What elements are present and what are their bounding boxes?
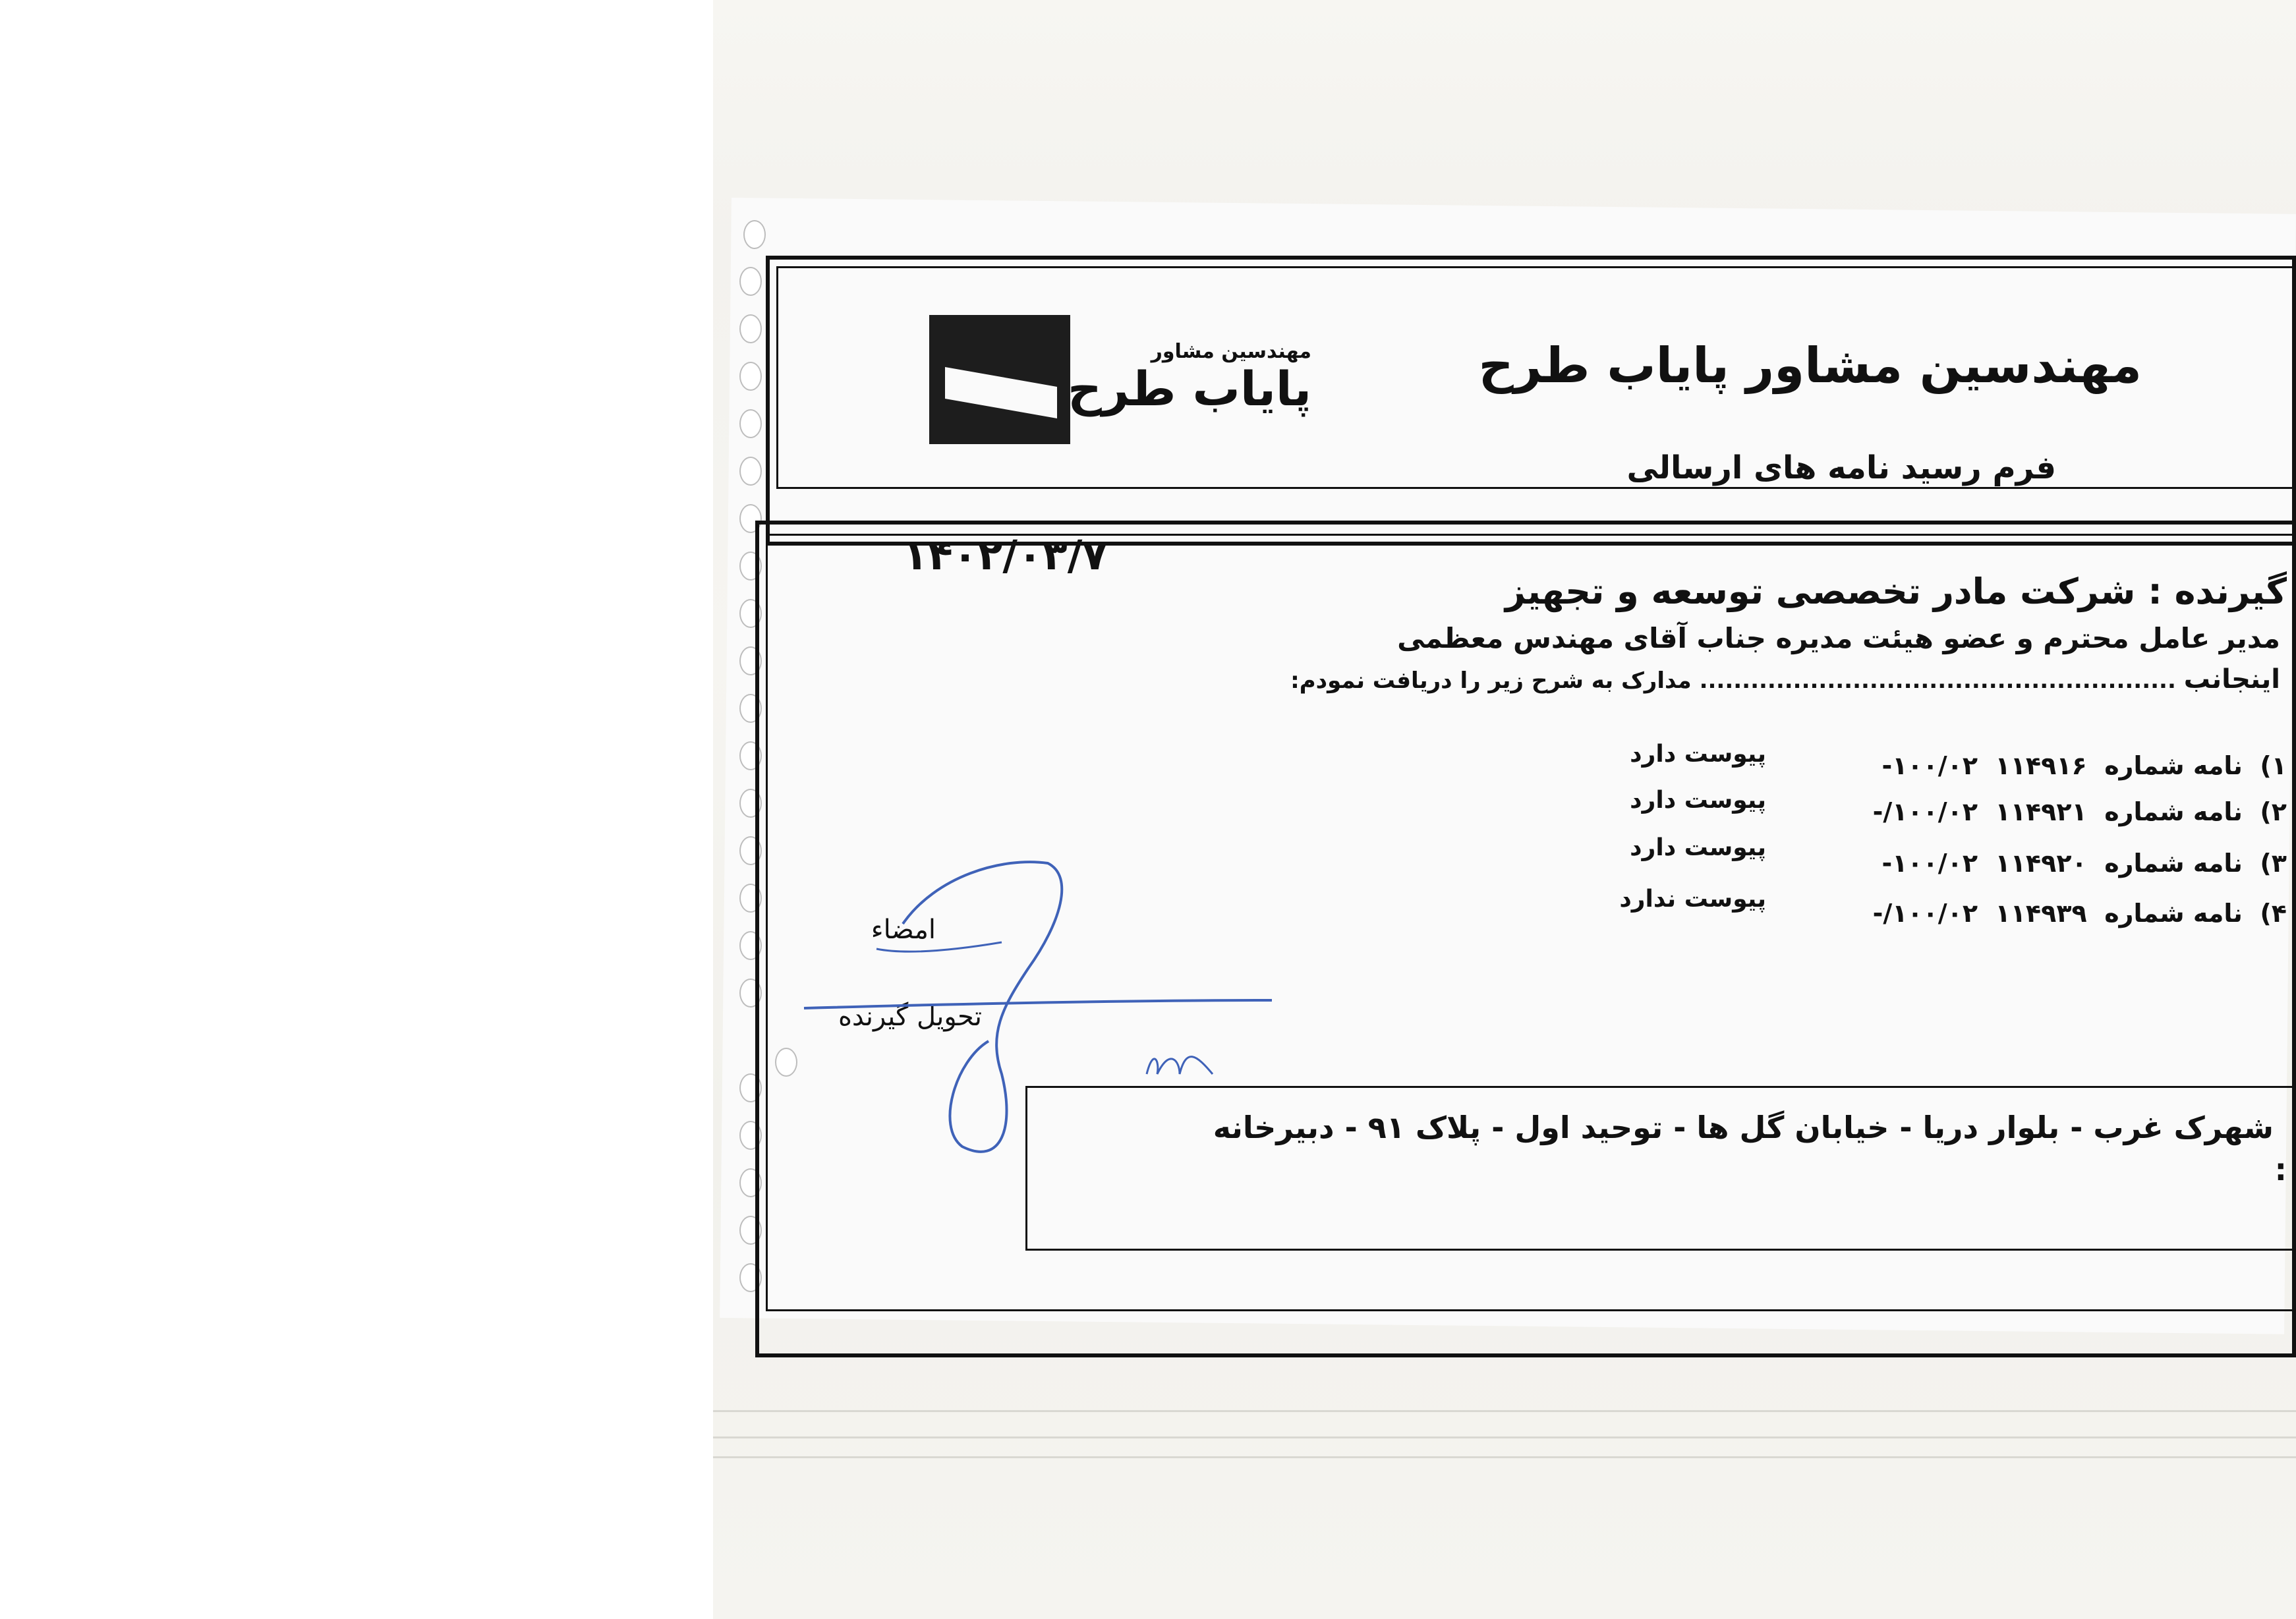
scan-stripe xyxy=(713,1456,2296,1458)
list-item: ۴) نامه شماره ۱۱۴۹۳۹ ۱۰۰/۰۲/- xyxy=(1872,899,2287,928)
form-title: فرم رسید نامه های ارسالی xyxy=(1626,449,2056,486)
address-text: شهرک غرب - بلوار دریا - خیابان گل ها - توحید اول - پلاک ۹۱ - دبیرخانه xyxy=(1213,1110,2274,1145)
scan-stripe xyxy=(713,1436,2296,1438)
logo-small-text: مهندسین مشاور xyxy=(1151,340,1311,363)
signature-label: امضاء xyxy=(871,915,936,945)
receiver-label: تحویل گیرنده xyxy=(838,1002,982,1032)
receipt-date: ۱۴۰۲/۰۳/۷ xyxy=(903,531,1108,579)
list-item: ۱) نامه شماره ۱۱۴۹۱۶ ۱۰۰/۰۲- xyxy=(1881,751,2287,780)
undersigned-dots: ........................................................ xyxy=(1699,667,2176,694)
address-prefix: : xyxy=(2274,1152,2287,1187)
statement-text: مدارک به شرح زیر را دریافت نمودم: xyxy=(1290,667,1692,694)
addressee-line: مدیر عامل محترم و عضو هیئت مدیره جناب آقای مهندس معظمی xyxy=(1397,622,2280,654)
attachment-note: پیوست ندارد xyxy=(1619,886,1766,913)
attachment-note: پیوست دارد xyxy=(1630,787,1766,814)
scan-stripe xyxy=(713,1410,2296,1412)
list-item: ۳) نامه شماره ۱۱۴۹۲۰ ۱۰۰/۰۲- xyxy=(1881,849,2287,878)
recipient-line: گیرنده : شرکت مادر تخصصی توسعه و تجهیز xyxy=(1505,571,2287,612)
logo-large-text: پایاب طرح xyxy=(1067,361,1311,416)
company-title: مهندسین مشاور پایاب طرح xyxy=(1478,337,2142,394)
undersigned-line xyxy=(1285,664,2280,704)
attachment-note: پیوست دارد xyxy=(1630,834,1766,861)
undersigned-label: اینجانب xyxy=(2183,664,2280,695)
attachment-note: پیوست دارد xyxy=(1630,741,1766,768)
company-logo-mark xyxy=(929,315,1070,444)
list-item: ۲) نامه شماره ۱۱۴۹۲۱ ۱۰۰/۰۲/- xyxy=(1872,797,2287,826)
